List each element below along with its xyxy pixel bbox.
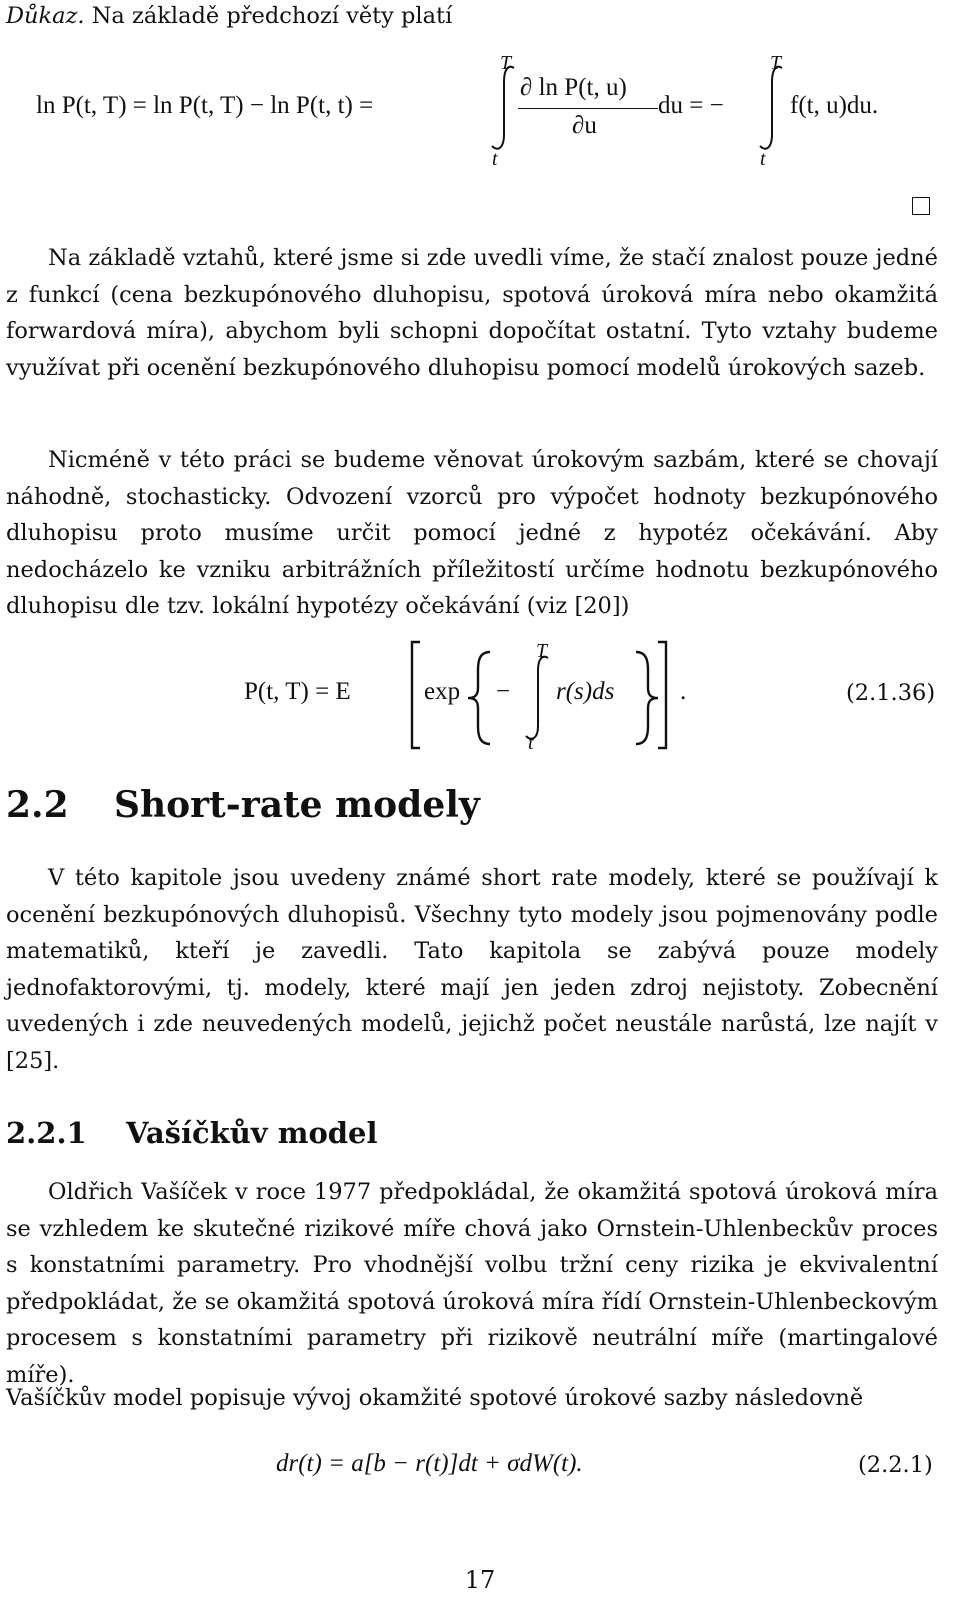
paragraph-5: Vašíčkův model popisuje vývoj okamžité spotové úrokové sazby následovně <box>6 1385 864 1411</box>
eq-proof-lhs: ln P(t, T) = ln P(t, T) − ln P(t, t) = <box>36 92 374 119</box>
eq-proof-lower-limit: t <box>492 148 498 170</box>
eq-proof-tail: f(t, u)du. <box>790 92 879 119</box>
qed-square-icon <box>912 197 930 215</box>
eq-proof-upper-limit: T <box>500 52 512 74</box>
eq-proof-fraction-numerator: ∂ ln P(t, u) <box>520 74 627 101</box>
proof-lead-text: Na základě předchozí věty platí <box>84 3 453 29</box>
eq221-formula: dr(t) = a[b − r(t)]dt + σdW(t). <box>276 1450 583 1477</box>
eq236-minus: − <box>496 678 511 705</box>
paragraph-4: Oldřich Vašíček v roce 1977 předpokládal, že okamžitá spotová úroková míra se vzhledem ke skutečné rizikové míře chová jako Ornstein-Uhlenbeckův proces s konstatními parametry. Pro vhodnější volbu tržní ceny rizika je ekvivalentní předpokládat, že se okamžitá spotová úroková míra řídí Ornstein-Uhlenbeckovým procesem s konstatními parametry při rizikově neutrální míře (martingalové míře). <box>6 1179 938 1388</box>
eq236-integrand: r(s)ds <box>556 678 615 705</box>
section-2-2-heading <box>6 784 480 826</box>
section-2-2-1-title: Vašíčkův model <box>126 1116 378 1150</box>
section-2-2-number: 2.2 <box>6 784 69 826</box>
section-2-2-1-number: 2.2.1 <box>6 1116 87 1150</box>
paragraph-1: Na základě vztahů, které jsme si zde uvedli víme, že stačí znalost pouze jedné z funkcí (cena bezkupónového dluhopisu, spotová úroková míra nebo okamžitá forwardová míra), abychom byli schopni dopočítat ostatní. Tyto vztahy budeme využívat při ocenění bezkupónového dluhopisu pomocí modelů úrokových sazeb. <box>6 245 938 381</box>
eq236-lower-limit: t <box>528 732 534 754</box>
fraction-bar <box>518 108 658 109</box>
eq-proof-upper-limit-2: T <box>770 52 782 74</box>
eq236-lhs: P(t, T) = E <box>244 678 351 705</box>
eq236-number: (2.1.36) <box>846 680 936 706</box>
section-2-2-1-heading <box>6 1116 378 1150</box>
integral-sign-2 <box>752 62 792 154</box>
eq-proof-after-fraction: du = − <box>658 92 724 119</box>
section-2-2-title: Short-rate modely <box>114 784 480 826</box>
paragraph-3: V této kapitole jsou uvedeny známé short rate modely, které se používají k ocenění bezkupónových dluhopisů. Všechny tyto modely jsou pojmenovány podle matematiků, kteří je zavedli. Tato kapitola se zabývá pouze modely jednofaktorovými, tj. modely, které mají jen jeden zdroj nejistoty. Zobecnění uvedených i zde neuvedených modelů, jejichž počet neustále narůstá, lze najít v [25]. <box>6 865 938 1074</box>
eq-proof-fraction-denominator: ∂u <box>572 112 597 139</box>
eq236-exp: exp <box>424 678 461 705</box>
eq221-number: (2.2.1) <box>858 1452 933 1478</box>
paragraph-2: Nicméně v této práci se budeme věnovat úrokovým sazbám, které se chovají náhodně, stochasticky. Odvození vzorců pro výpočet hodnoty bezkupónového dluhopisu proto musíme určit pomocí jedné z hypotéz očekávání. Aby nedocházelo ke vzniku arbitrážních příležitostí určíme hodnotu bezkupónového dluhopisu dle tzv. lokální hypotézy očekávání (viz [20]) <box>6 447 938 619</box>
eq-proof-lower-limit-2: t <box>760 148 766 170</box>
proof-lead <box>6 0 452 34</box>
eq236-upper-limit: T <box>536 640 548 662</box>
page-number: 17 <box>464 1566 496 1594</box>
proof-label: Důkaz. <box>6 3 85 29</box>
eq236-dot: . <box>680 678 687 705</box>
